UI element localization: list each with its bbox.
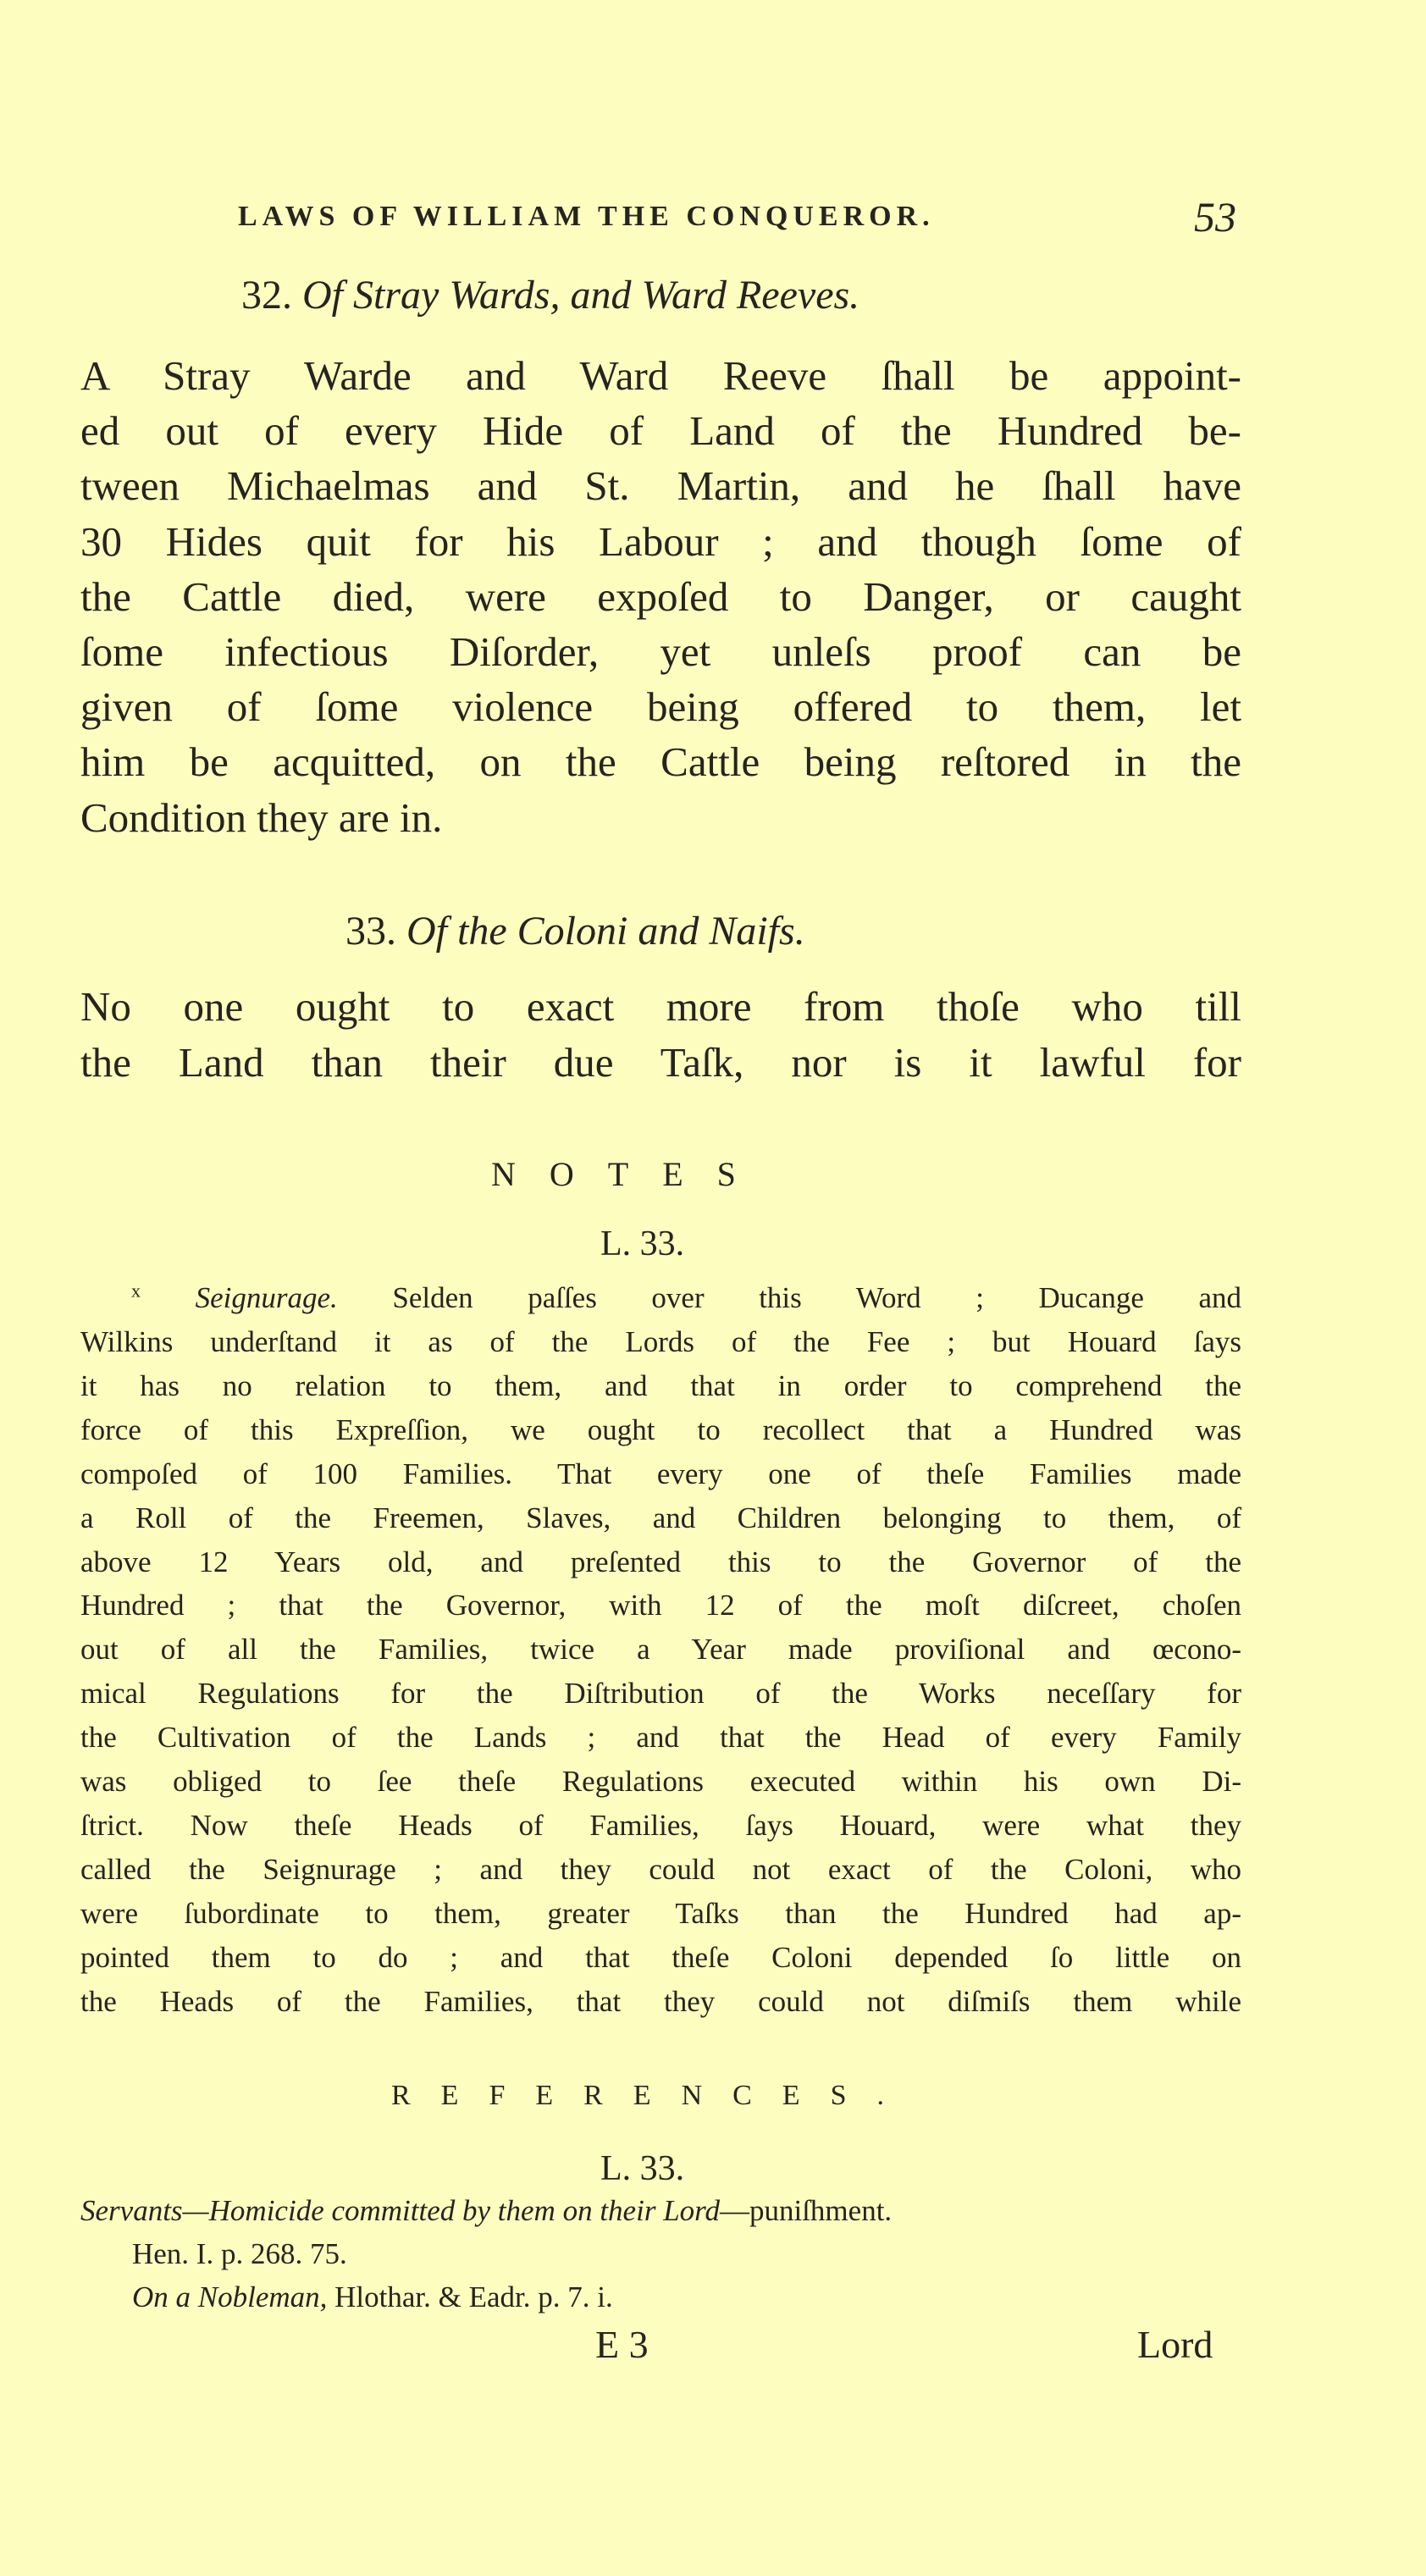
references-law-ref: L. 33. (600, 2149, 685, 2188)
note-text-line: it has no relation to them, and that in order to comprehend the (80, 1369, 1241, 1402)
body-text-line: Condition they are in. (80, 794, 443, 841)
references-heading: REFERENCES. (391, 2080, 915, 2111)
body-text-line: A Stray Warde and Ward Reeve ſhall be appoint- (80, 352, 1241, 399)
body-text-line: ſome infectious Diſorder, yet unleſs proof can be (80, 628, 1241, 675)
body-text-line: No one ought to exact more from thoſe who till (80, 983, 1241, 1030)
note-text-line: ſtrict. Now theſe Heads of Families, ſays Houard, were what they (80, 1809, 1241, 1842)
body-text-line: him be acquitted, on the Cattle being reſtored in the (80, 738, 1241, 785)
reference-subject: Servants—Homicide committed by them on their Lord (80, 2194, 720, 2227)
note-text-line: pointed them to do ; and that theſe Coloni depended ſo little on (80, 1941, 1241, 1974)
note-text-line: Hundred ; that the Governor, with 12 of the moſt diſcreet, choſen (80, 1589, 1241, 1622)
running-title: LAWS OF WILLIAM THE CONQUEROR. (238, 201, 935, 232)
page-number: 53 (1194, 193, 1236, 240)
note-text-line: force of this Expreſſion, we ought to recollect that a Hundred was (80, 1413, 1241, 1446)
note-text-line: Wilkins underſtand it as of the Lords of the Fee ; but Houard ſays (80, 1325, 1241, 1358)
footnote-marker: x (131, 1280, 141, 1302)
note-text-line: the Cultivation of the Lands ; and that the Head of every Family (80, 1721, 1241, 1754)
section-number: 33. (345, 909, 396, 954)
notes-first-line (131, 1277, 1241, 1319)
body-text-line: tween Michaelmas and St. Martin, and he ſhall have (80, 462, 1241, 509)
note-text-line: the Heads of the Families, that they could not diſmiſs them while (80, 1985, 1241, 2018)
note-text-line: out of all the Families, twice a Year made proviſional and œcono- (80, 1633, 1241, 1666)
notes-heading: NOTES (491, 1155, 770, 1193)
section-32-heading (241, 270, 859, 321)
body-text-line: given of ſome violence being offered to them, let (80, 683, 1241, 730)
reference-citation: Hen. I. p. 268. 75. (132, 2237, 347, 2270)
signature-mark: E 3 (595, 2323, 649, 2366)
note-text: Selden paſſes over this Word ; Ducange and (392, 1281, 1242, 1314)
body-text-line: the Land than their due Taſk, nor is it lawful for (80, 1039, 1241, 1086)
notes-law-ref: L. 33. (600, 1224, 685, 1263)
catchword: Lord (1137, 2323, 1213, 2366)
note-text-line: above 12 Years old, and preſented this to the Governor of the (80, 1545, 1241, 1578)
reference-line (132, 2277, 613, 2318)
note-text-line: mical Regulations for the Diſtribution of the Works neceſſary for (80, 1677, 1241, 1710)
note-text-line: a Roll of the Freemen, Slaves, and Children belonging to them, of (80, 1501, 1241, 1534)
note-text-line: compoſed of 100 Families. That every one of theſe Families made (80, 1457, 1241, 1490)
body-text-line: ed out of every Hide of Land of the Hundred be- (80, 407, 1241, 454)
section-33-heading (345, 906, 805, 957)
body-text-line: 30 Hides quit for his Labour ; and though ſome of (80, 518, 1241, 565)
note-text-line: were ſubordinate to them, greater Taſks than the Hundred had ap- (80, 1897, 1241, 1930)
note-term: Seignurage. (195, 1281, 338, 1314)
body-text-line: the Cattle died, were expoſed to Danger, or caught (80, 573, 1241, 620)
reference-line (80, 2191, 892, 2231)
reference-citation: Hlothar. & Eadr. p. 7. i. (327, 2280, 613, 2313)
note-text-line: called the Seignurage ; and they could not exact of the Coloni, who (80, 1853, 1241, 1886)
note-text-line: was obliged to ſee theſe Regulations executed within his own Di- (80, 1765, 1241, 1798)
section-title: Of Stray Wards, and Ward Reeves. (302, 273, 860, 318)
reference-topic: —puniſhment. (719, 2194, 893, 2227)
section-title: Of the Coloni and Naifs. (406, 909, 805, 954)
reference-subject: On a Nobleman, (132, 2280, 328, 2313)
section-number: 32. (241, 273, 292, 318)
